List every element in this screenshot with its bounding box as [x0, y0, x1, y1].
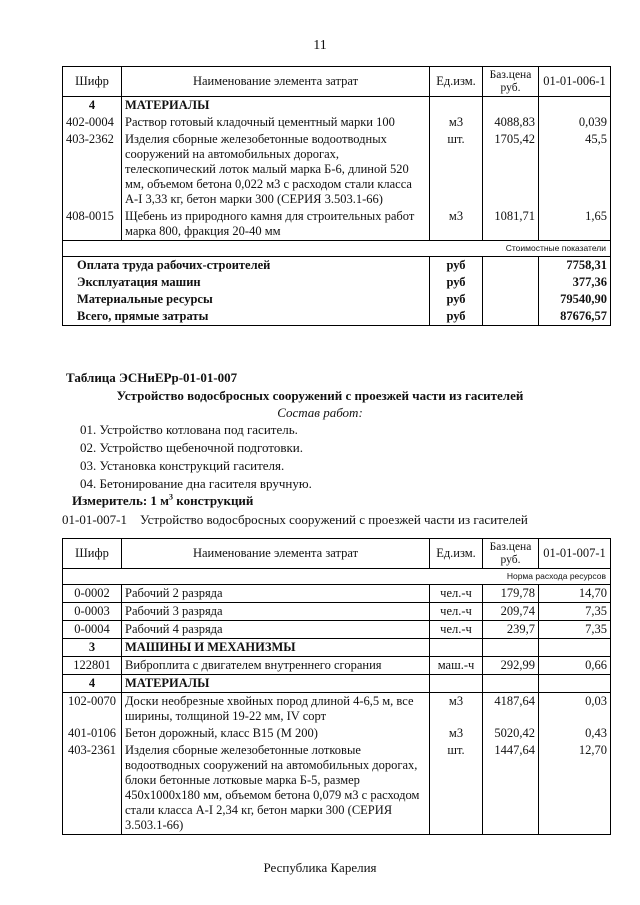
resource-table-2: [62, 538, 611, 835]
header-unit: Ед.изм.: [430, 67, 483, 97]
row-name: Доски необрезные хвойных пород длиной 4-6,5 м, все ширины, толщиной 19-22 мм, IV сорт: [122, 693, 430, 726]
table-label: Таблица ЭСНиЕРр-01-01-007: [66, 370, 238, 385]
row-code: 122801: [63, 657, 122, 675]
row-unit: м3: [430, 725, 483, 742]
row-unit: чел.-ч: [430, 621, 483, 639]
row-unit: шт.: [430, 131, 483, 208]
row-price: 5020,42: [483, 725, 539, 742]
table-row: [63, 621, 611, 639]
work-item: 04. Бетонирование дна гасителя вручную.: [80, 476, 312, 491]
header-unit: Ед.изм.: [430, 539, 483, 569]
total-row: [63, 308, 611, 326]
table-row: [63, 585, 611, 603]
row-price: 1447,64: [483, 742, 539, 835]
section-number: 3: [63, 639, 122, 657]
row-code: 408-0015: [63, 208, 122, 241]
header-name: Наименование элемента затрат: [122, 539, 430, 569]
row-name: Виброплита с двигателем внутреннего сгорания: [122, 657, 430, 675]
row-unit: чел.-ч: [430, 603, 483, 621]
total-label: Всего, прямые затраты: [63, 308, 430, 326]
table-row: [63, 657, 611, 675]
row-code: 0-0002: [63, 585, 122, 603]
row-qty: 45,5: [539, 131, 611, 208]
row-qty: 0,66: [539, 657, 611, 675]
row-name: Рабочий 4 разряда: [122, 621, 430, 639]
total-row: [63, 274, 611, 291]
header-norm-code: 01-01-007-1: [539, 539, 611, 569]
row-name: Изделия сборные железобетонные лотковые водоотводных сооружений на автомобильных дорогах, блоки бетонные лотковые марка Б-5, размер 450x1000x180 мм, объемом бетона 0,079 м3 с расходом стали класса А-I 2,34 кг, бетон марки 300 (СЕРИЯ 3.503.1-66): [122, 742, 430, 835]
header-norm-code: 01-01-006-1: [539, 67, 611, 97]
total-unit: руб: [430, 291, 483, 308]
total-value: 7758,31: [539, 257, 611, 275]
row-qty: 0,03: [539, 693, 611, 726]
row-code: 401-0106: [63, 725, 122, 742]
row-qty: 0,43: [539, 725, 611, 742]
table-row: [63, 603, 611, 621]
row-code: 0-0004: [63, 621, 122, 639]
total-label: Эксплуатация машин: [63, 274, 430, 291]
section-title: МАТЕРИАЛЫ: [122, 97, 430, 115]
row-code: 403-2361: [63, 742, 122, 835]
row-unit: чел.-ч: [430, 585, 483, 603]
norm-label: Норма расхода ресурсов: [63, 569, 611, 585]
table-row: [63, 742, 611, 835]
table-row: [63, 208, 611, 241]
work-item: 01. Устройство котлована под гаситель.: [80, 422, 298, 437]
row-price: 1705,42: [483, 131, 539, 208]
row-name: Изделия сборные железобетонные водоотводных сооружений на автомобильных дорогах, телескопический лоток малый марка Б-6, длиной 520 мм, объемом бетона 0,022 м3 с расходом стали класса А-I 3,33 кг, бетон марки 300 (СЕРИЯ 3.503.1-66): [122, 131, 430, 208]
table-row: [63, 725, 611, 742]
row-price: 4187,64: [483, 693, 539, 726]
table-row: [63, 693, 611, 726]
work-item: 03. Установка конструкций гасителя.: [80, 458, 285, 473]
works-title: Состав работ:: [277, 405, 363, 420]
row-qty: 7,35: [539, 603, 611, 621]
total-value: 377,36: [539, 274, 611, 291]
section-title: МАТЕРИАЛЫ: [122, 675, 430, 693]
row-price: 4088,83: [483, 114, 539, 131]
total-value: 79540,90: [539, 291, 611, 308]
row-code: 402-0004: [63, 114, 122, 131]
header-code: Шифр: [63, 539, 122, 569]
row-unit: м3: [430, 114, 483, 131]
total-label: Материальные ресурсы: [63, 291, 430, 308]
total-value: 87676,57: [539, 308, 611, 326]
section-row: [63, 639, 611, 657]
row-unit: м3: [430, 208, 483, 241]
section-row: [63, 675, 611, 693]
row-unit: шт.: [430, 742, 483, 835]
table-row: [63, 114, 611, 131]
row-code: 403-2362: [63, 131, 122, 208]
total-row: [63, 291, 611, 308]
cost-indicators-label: Стоимостные показатели: [63, 241, 611, 257]
section-title: Устройство водосбросных сооружений с проезжей части из гасителей: [116, 388, 524, 403]
row-name: Щебень из природного камня для строительных работ марка 800, фракция 20-40 мм: [122, 208, 430, 241]
work-item: 02. Устройство щебеночной подготовки.: [80, 440, 303, 455]
table-row: [63, 131, 611, 208]
resource-table-1: [62, 66, 611, 326]
row-unit: м3: [430, 693, 483, 726]
total-row: [63, 257, 611, 275]
row-name: Рабочий 3 разряда: [122, 603, 430, 621]
section-title: МАШИНЫ И МЕХАНИЗМЫ: [122, 639, 430, 657]
row-name: Рабочий 2 разряда: [122, 585, 430, 603]
row-code: 0-0003: [63, 603, 122, 621]
row-price: 209,74: [483, 603, 539, 621]
row-code: 102-0070: [63, 693, 122, 726]
total-unit: руб: [430, 257, 483, 275]
total-unit: руб: [430, 308, 483, 326]
total-unit: руб: [430, 274, 483, 291]
row-qty: 7,35: [539, 621, 611, 639]
norm-line: 01-01-007-1 Устройство водосбросных сооружений с проезжей части из гасителей: [62, 512, 528, 527]
row-unit: маш.-ч: [430, 657, 483, 675]
row-name: Раствор готовый кладочный цементный марки 100: [122, 114, 430, 131]
row-qty: 0,039: [539, 114, 611, 131]
section-row: [63, 97, 611, 115]
section-number: 4: [63, 97, 122, 115]
row-price: 179,78: [483, 585, 539, 603]
measure-unit: Измеритель: 1 $м^3$ конструкций: [72, 492, 254, 508]
row-qty: 14,70: [539, 585, 611, 603]
header-price: Баз.цена руб.: [483, 539, 539, 569]
row-qty: 1,65: [539, 208, 611, 241]
footer-region: Республика Карелия: [263, 860, 377, 875]
row-price: 292,99: [483, 657, 539, 675]
row-qty: 12,70: [539, 742, 611, 835]
total-label: Оплата труда рабочих-строителей: [63, 257, 430, 275]
header-name: Наименование элемента затрат: [122, 67, 430, 97]
page-number: 11: [313, 38, 327, 53]
header-price: Баз.цена руб.: [483, 67, 539, 97]
section-number: 4: [63, 675, 122, 693]
header-code: Шифр: [63, 67, 122, 97]
row-name: Бетон дорожный, класс В15 (М 200): [122, 725, 430, 742]
row-price: 239,7: [483, 621, 539, 639]
row-price: 1081,71: [483, 208, 539, 241]
